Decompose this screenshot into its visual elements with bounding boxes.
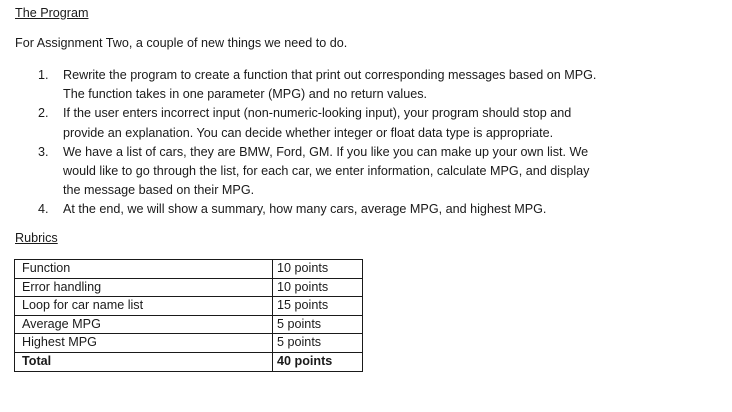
list-item xyxy=(0,143,663,201)
points-cell: 10 points xyxy=(273,260,363,279)
list-item-number: 1. xyxy=(38,68,49,82)
criterion-cell: Highest MPG xyxy=(15,334,273,353)
requirements-list xyxy=(0,66,732,220)
list-item-number: 3. xyxy=(38,144,49,159)
list-item-line: We have a list of cars, they are BMW, Ford, GM. If you like you can make up your own list. We xyxy=(63,144,589,159)
rubric-table xyxy=(14,259,363,372)
criterion-cell: Error handling xyxy=(15,278,273,297)
program-title: The Program xyxy=(15,6,89,20)
list-item-number: 4. xyxy=(38,202,49,217)
points-cell: 5 points xyxy=(273,315,363,334)
list-item-line: would like to go through the list, for each car, we enter information, calculate MPG, and display xyxy=(63,164,590,179)
list-item-line: At the end, we will show a summary, how many cars, average MPG, and highest MPG. xyxy=(63,202,547,217)
list-item-line: If the user enters incorrect input (non-numeric-looking input), your program should stop and xyxy=(63,106,572,121)
list-item-line: The function takes in one parameter (MPG) and no return values. xyxy=(63,87,428,102)
intro-paragraph: For Assignment Two, a couple of new things we need to do. xyxy=(15,36,348,50)
list-item xyxy=(0,66,663,104)
points-cell: 15 points xyxy=(273,297,363,316)
table-row xyxy=(15,315,363,334)
points-cell: 10 points xyxy=(273,278,363,297)
list-item-line: provide an explanation. You can decide whether integer or float data type is appropriate. xyxy=(63,125,554,140)
list-item-number: 2. xyxy=(38,106,49,121)
points-cell: 5 points xyxy=(273,334,363,353)
list-item-line: the message based on their MPG. xyxy=(63,183,255,198)
total-label-cell: Total xyxy=(15,352,273,371)
list-item-line: Rewrite the program to create a function that print out corresponding messages based on MPG. xyxy=(63,68,597,82)
criterion-cell: Function xyxy=(15,260,273,279)
total-row xyxy=(15,352,363,371)
table-row xyxy=(15,297,363,316)
rubrics-heading: Rubrics xyxy=(15,231,58,245)
list-item xyxy=(0,104,663,142)
list-item xyxy=(0,200,663,219)
criterion-cell: Loop for car name list xyxy=(15,297,273,316)
table-row xyxy=(15,278,363,297)
table-row xyxy=(15,260,363,279)
total-points-cell: 40 points xyxy=(273,352,363,371)
criterion-cell: Average MPG xyxy=(15,315,273,334)
table-row xyxy=(15,334,363,353)
